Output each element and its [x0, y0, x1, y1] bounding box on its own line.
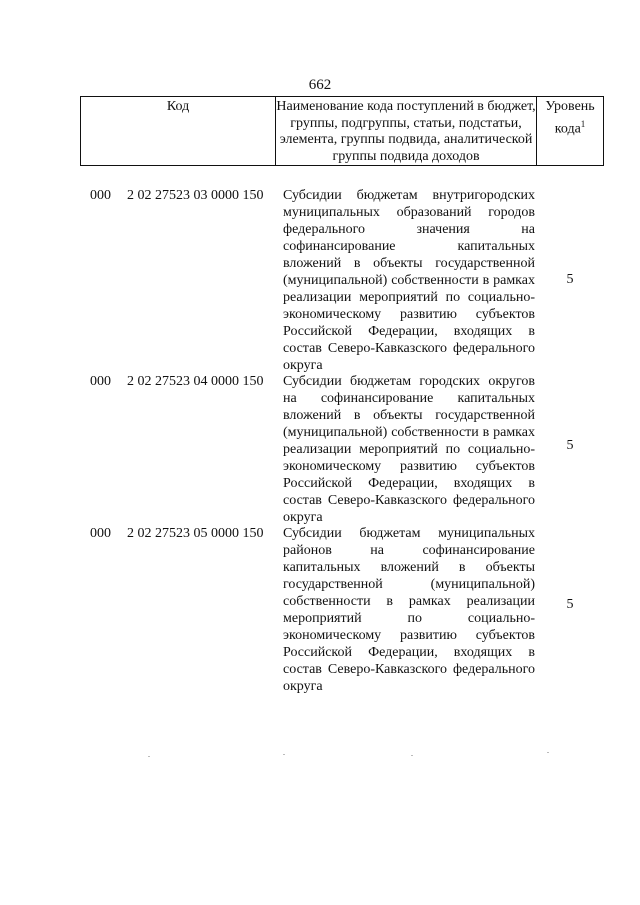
header-name-label: Наименование кода поступлений в бюджет, группы, подгруппы, статьи, подстатьи, элемента, группы подвида, аналитической группы подвида доходов [276, 99, 536, 164]
header-name-cell [276, 97, 537, 166]
page-number: 662 [308, 77, 332, 93]
kbk-code: 2 02 27523 04 0000 150 [127, 374, 264, 389]
income-name: Субсидии бюджетам муниципальных районов на софинансирование капитальных вложений в объекты государственной (муниципальной) собственности в рамках реализации мероприятий по социально-экономическому развитию субъектов Российской Федерации, входящих в состав Северо-Кавказского федерального округа [283, 526, 535, 694]
admin-code: 000 [90, 188, 111, 203]
header-level-footnote: 1 [580, 118, 586, 129]
header-level-label: Уровень кода [545, 99, 595, 137]
scan-speck [547, 752, 549, 753]
admin-code: 000 [90, 526, 111, 541]
header-code-label: Код [166, 99, 190, 114]
header-code-cell [81, 97, 276, 166]
admin-code: 000 [90, 374, 111, 389]
income-name: Субсидии бюджетам городских округов на софинансирование капитальных вложений в объекты государственной (муниципальной) собственности в рамках реализации мероприятий по социально-экономическому развитию субъектов Российской Федерации, входящих в состав Северо-Кавказского федерального округа [283, 374, 535, 525]
kbk-code: 2 02 27523 05 0000 150 [127, 526, 264, 541]
scan-speck [411, 755, 413, 756]
income-name: Субсидии бюджетам внутригородских муниципальных образований городов федерального значения на софинансирование капитальных вложений в объекты государственной (муниципальной) собственности в рамках реализации мероприятий по социально-экономическому развитию субъектов Российской Федерации, входящих в состав Северо-Кавказского федерального округа [283, 188, 535, 373]
code-level: 5 [566, 272, 574, 287]
table-header [80, 96, 604, 166]
code-level: 5 [566, 597, 574, 612]
kbk-code: 2 02 27523 03 0000 150 [127, 188, 264, 203]
scan-speck [283, 754, 285, 755]
scan-speck [148, 756, 150, 757]
code-level: 5 [566, 438, 574, 453]
header-level-cell [537, 97, 604, 166]
